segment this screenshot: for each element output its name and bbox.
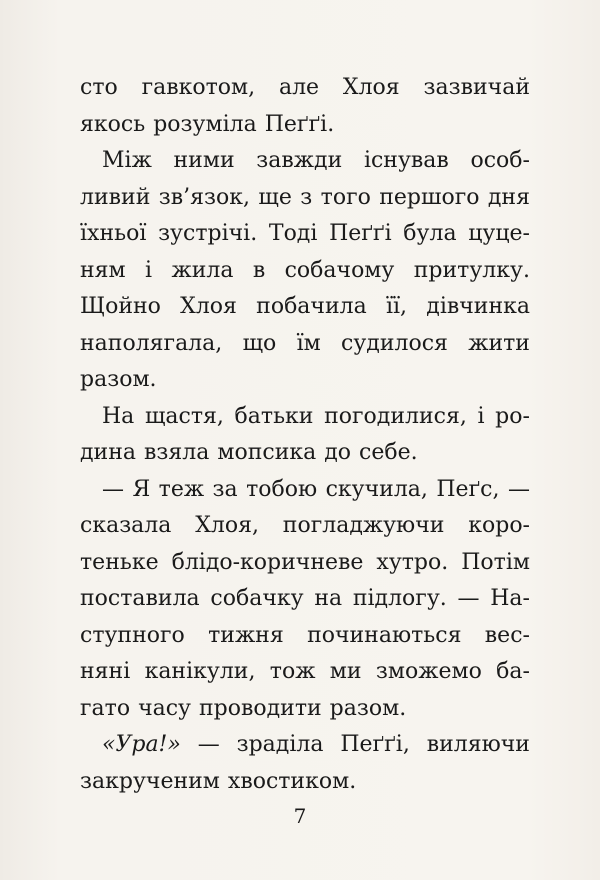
word: що xyxy=(242,330,277,356)
word: Щойно xyxy=(80,294,161,319)
text-line xyxy=(80,253,530,290)
word: підлогу. xyxy=(352,586,447,611)
word: ро- xyxy=(495,403,530,429)
text-line xyxy=(80,216,530,253)
word: ливий xyxy=(80,184,151,210)
word: Між xyxy=(102,148,152,173)
text-line xyxy=(80,727,530,764)
text-line xyxy=(80,545,530,582)
word: разом. xyxy=(80,367,157,392)
word: блідо-коричневе xyxy=(171,549,364,575)
word: Пеґґі, xyxy=(340,732,410,757)
word: теж xyxy=(158,476,205,502)
word: ми xyxy=(329,659,362,684)
text-line xyxy=(80,618,530,655)
word: того xyxy=(320,184,371,210)
word: себе. xyxy=(359,440,418,465)
word: собачку xyxy=(210,586,304,611)
word: виляючи xyxy=(426,732,530,757)
word: за xyxy=(212,476,238,502)
text-line xyxy=(80,180,530,217)
word: першого xyxy=(379,184,480,210)
word: але xyxy=(278,75,320,100)
word: побачила xyxy=(256,294,367,319)
word: ними xyxy=(173,148,235,173)
word: жити xyxy=(468,330,530,356)
word: проводити xyxy=(199,695,322,721)
text-line xyxy=(80,435,530,472)
word: зможемо xyxy=(375,659,482,684)
text-line xyxy=(80,326,530,363)
word: була xyxy=(403,221,457,246)
word: «Ура!» xyxy=(102,732,181,757)
text-line xyxy=(80,362,530,399)
word: щастя, xyxy=(144,403,224,429)
word: хутро. xyxy=(376,549,449,575)
text-line xyxy=(80,399,530,436)
word: хвостиком. xyxy=(227,768,357,794)
word: тижня xyxy=(208,622,284,648)
word: завжди xyxy=(256,148,343,173)
word: Хлоя xyxy=(342,75,400,100)
word: і xyxy=(477,403,485,429)
word: існував xyxy=(363,148,449,173)
word: поставила xyxy=(80,586,200,611)
word: з xyxy=(300,184,313,210)
word: їм xyxy=(296,330,321,356)
word: скучила, xyxy=(325,476,428,502)
word: Пеґґі. xyxy=(264,111,335,137)
word: зазвичай xyxy=(423,75,530,100)
word: наполягала, xyxy=(80,330,223,356)
text-line xyxy=(80,107,530,144)
word: Пеґс, xyxy=(436,476,500,502)
word: Хлоя xyxy=(180,294,237,319)
body-text xyxy=(80,70,530,800)
word: — xyxy=(197,732,220,757)
word: сто xyxy=(80,75,118,100)
word: починаються xyxy=(307,622,462,648)
word: тобою xyxy=(246,476,318,502)
word: погодилися, xyxy=(324,403,467,429)
word: дня xyxy=(487,184,530,210)
page-number: 7 xyxy=(293,804,307,828)
word: її, xyxy=(385,294,408,319)
word: батьки xyxy=(234,403,314,429)
word: собачому xyxy=(284,257,395,283)
word: цуце- xyxy=(468,221,530,246)
word: зустрічі. xyxy=(158,221,258,246)
word: зв’язок, xyxy=(158,184,250,210)
text-line xyxy=(80,581,530,618)
word: сказала xyxy=(80,513,172,538)
word: на xyxy=(314,586,343,611)
text-line xyxy=(80,143,530,180)
word: — xyxy=(102,476,124,502)
word: дина xyxy=(80,440,136,465)
text-line xyxy=(80,472,530,509)
word: закрученим xyxy=(80,768,220,794)
word: Пеґґі xyxy=(329,221,392,246)
word: вес- xyxy=(484,622,530,648)
word: ба- xyxy=(496,659,530,684)
word: зраділа xyxy=(236,732,324,757)
word: і xyxy=(145,257,153,283)
word: теньке xyxy=(80,549,159,575)
word: погладжуючи xyxy=(282,513,445,538)
word: дівчинка xyxy=(426,294,530,319)
text-line xyxy=(80,654,530,691)
word: особ- xyxy=(470,148,530,173)
word: розуміла xyxy=(153,111,257,137)
text-line xyxy=(80,764,530,801)
word: взяла xyxy=(144,440,210,465)
word: няні xyxy=(80,659,131,684)
word: часу xyxy=(138,695,191,721)
word: ще xyxy=(258,184,292,210)
word: канікули, xyxy=(144,659,256,684)
word: ступного xyxy=(80,622,185,648)
text-line xyxy=(80,691,530,728)
word: коро- xyxy=(468,513,530,538)
word: разом. xyxy=(329,695,407,721)
word: їхньої xyxy=(80,221,147,246)
text-line xyxy=(80,508,530,545)
word: — xyxy=(457,586,480,611)
text-line xyxy=(80,70,530,107)
word: гавкотом, xyxy=(141,75,256,100)
word: — xyxy=(507,476,530,502)
word: Хлоя, xyxy=(195,513,259,538)
word: На- xyxy=(490,586,530,611)
word: притулку. xyxy=(413,257,530,283)
word: Тоді xyxy=(268,221,318,246)
word: гато xyxy=(80,695,131,721)
text-line xyxy=(80,289,530,326)
word: до xyxy=(324,440,352,465)
word: якось xyxy=(80,111,146,137)
word: Потім xyxy=(461,549,530,575)
word: жила xyxy=(171,257,234,283)
word: Я xyxy=(132,476,151,502)
word: На xyxy=(102,403,135,429)
word: мопсика xyxy=(217,440,317,465)
word: ням xyxy=(80,257,126,283)
word: тож xyxy=(269,659,316,684)
word: в xyxy=(252,257,266,283)
word: судилося xyxy=(341,330,448,356)
